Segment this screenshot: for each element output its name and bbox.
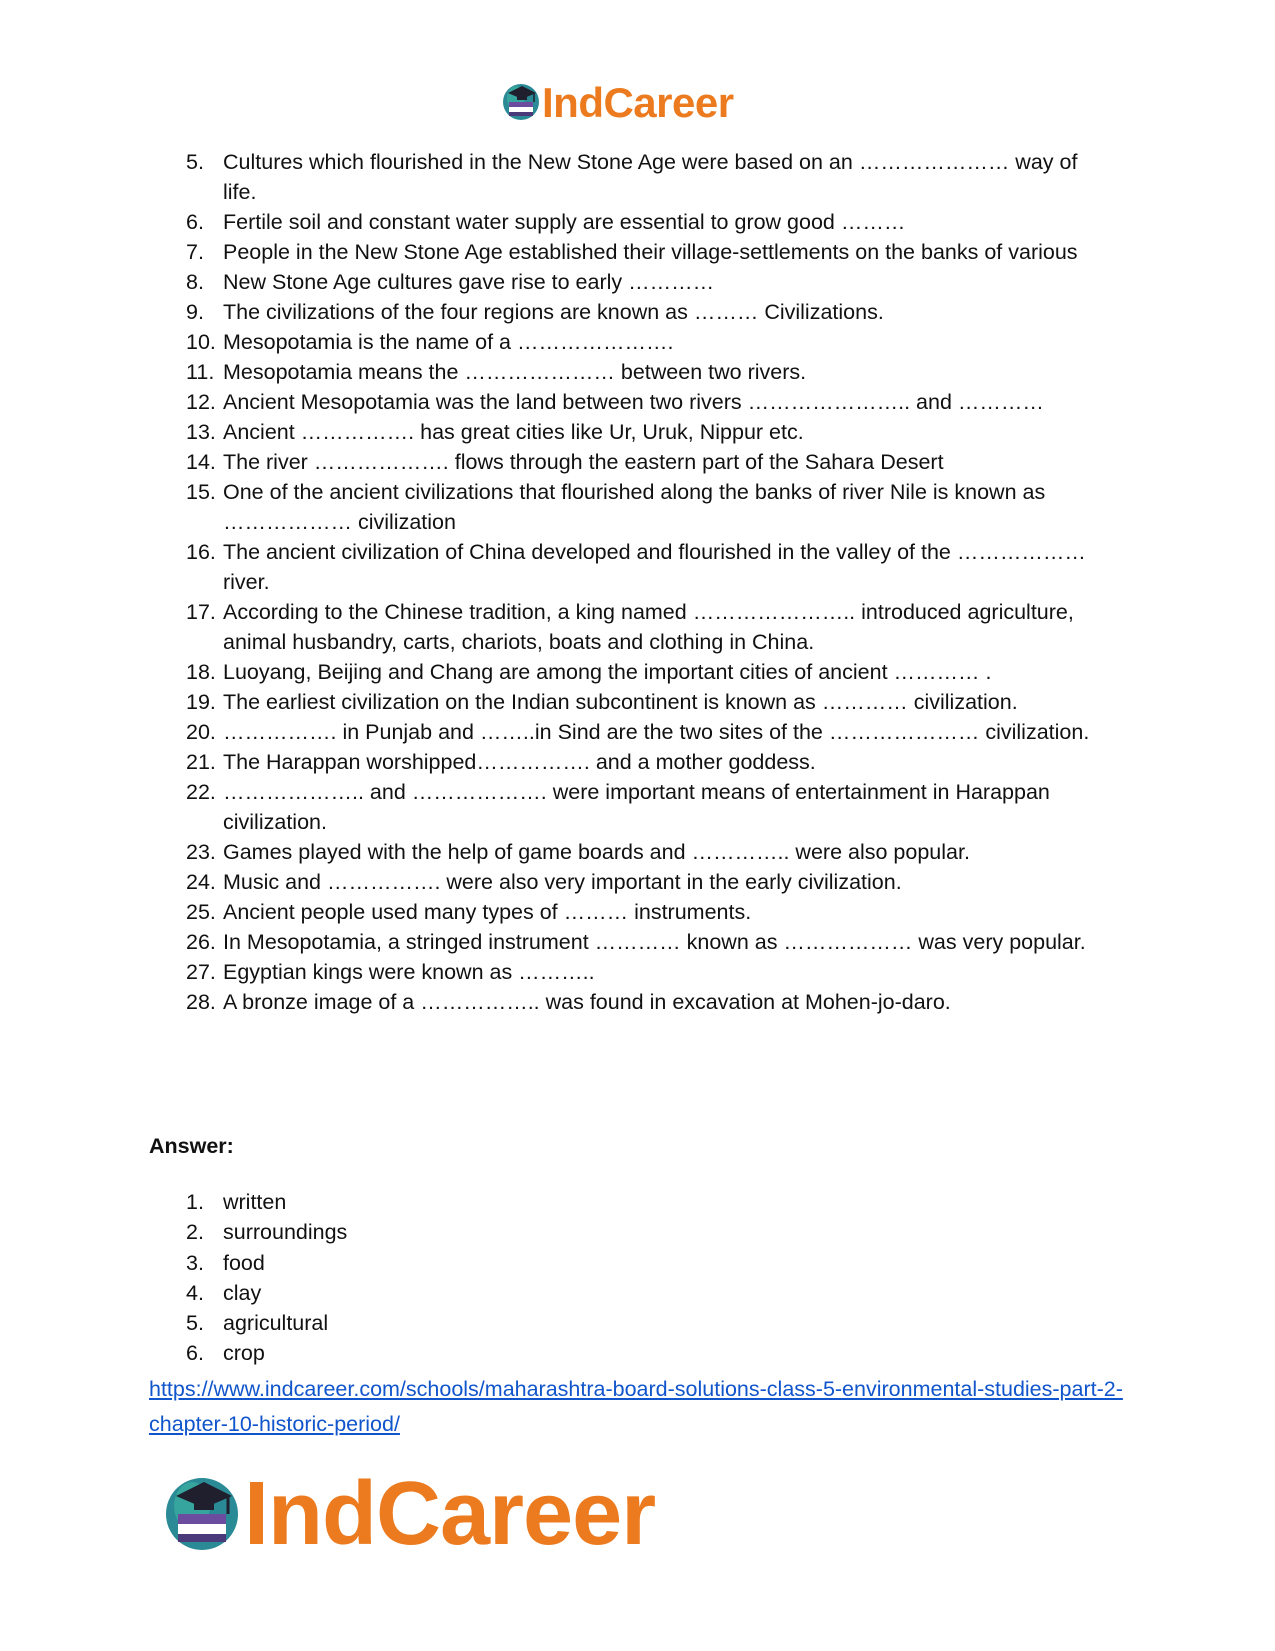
question-item — [186, 297, 1116, 327]
answer-item — [186, 1278, 347, 1308]
answer-item-text: surroundings — [223, 1220, 348, 1245]
question-item-text: Fertile soil and constant water supply are essential to grow good ……… — [223, 210, 906, 234]
question-item-text: A bronze image of a …………….. was found in excavation at Mohen-jo-daro. — [223, 990, 951, 1014]
question-item-text: The civilizations of the four regions are known as ……… Civilizations. — [223, 300, 884, 324]
source-link[interactable]: https://www.indcareer.com/schools/maharashtra-board-solutions-class-5-environmental-studies-part-2-chapter-10-historic-period/ — [149, 1377, 1123, 1436]
graduation-cap-globe-icon — [160, 1470, 244, 1559]
header-logo — [500, 80, 734, 126]
question-item — [186, 327, 1116, 357]
question-item-text: People in the New Stone Age established their village-settlements on the banks of various — [223, 240, 1078, 264]
question-item-number: 24. — [186, 870, 216, 894]
question-item-number: 8. — [186, 270, 204, 294]
answer-item — [186, 1248, 347, 1278]
question-item — [186, 417, 1116, 447]
answer-list — [186, 1187, 347, 1369]
answer-item-number: 4. — [186, 1280, 204, 1305]
answer-item — [186, 1187, 347, 1217]
question-item — [186, 237, 1116, 267]
answer-item-number: 2. — [186, 1220, 204, 1245]
answer-item-number: 3. — [186, 1250, 204, 1275]
question-item — [186, 747, 1116, 777]
question-item — [186, 657, 1116, 687]
question-item-number: 11. — [186, 360, 215, 384]
question-item-number: 16. — [186, 540, 216, 564]
question-item — [186, 957, 1116, 987]
question-item-number: 26. — [186, 930, 216, 954]
answer-item-text: clay — [223, 1280, 262, 1305]
question-item — [186, 597, 1116, 657]
question-item-text: Mesopotamia is the name of a …………………. — [223, 330, 674, 354]
question-item — [186, 147, 1116, 207]
question-item-number: 23. — [186, 840, 216, 864]
question-item-number: 7. — [186, 240, 204, 264]
question-item-text: Music and ……………. were also very important in the early civilization. — [223, 870, 902, 894]
question-item-text: New Stone Age cultures gave rise to early ………… — [223, 270, 715, 294]
question-item-number: 20. — [186, 720, 216, 744]
question-item-number: 6. — [186, 210, 204, 234]
answer-item-text: food — [223, 1250, 265, 1275]
question-item — [186, 867, 1116, 897]
question-item-number: 9. — [186, 300, 204, 324]
footer-logo — [160, 1466, 655, 1562]
answer-item-number: 1. — [186, 1190, 204, 1214]
question-item-text: Ancient people used many types of ……… instruments. — [223, 900, 752, 924]
answer-item-number: 5. — [186, 1311, 204, 1336]
question-item-text: According to the Chinese tradition, a king named ………………….. introduced agriculture, animal husbandry, carts, chariots, boats and clothing in China. — [223, 600, 1074, 654]
question-item — [186, 477, 1116, 537]
logo-wordmark: IndCareer — [244, 1464, 656, 1564]
question-item — [186, 687, 1116, 717]
question-item-text: The river ………………. flows through the eastern part of the Sahara Desert — [223, 450, 944, 474]
question-item-text: Games played with the help of game boards and ………….. were also popular. — [223, 840, 970, 864]
answer-item-text: agricultural — [223, 1311, 329, 1336]
question-item — [186, 207, 1116, 237]
question-item — [186, 987, 1116, 1017]
question-item-number: 10. — [186, 330, 216, 354]
question-item-text: In Mesopotamia, a stringed instrument ………… known as ……………… was very popular. — [223, 930, 1086, 954]
question-item-number: 25. — [186, 900, 216, 924]
question-item — [186, 387, 1116, 417]
answer-item — [186, 1338, 347, 1368]
question-item-number: 21. — [186, 750, 216, 774]
question-item — [186, 447, 1116, 477]
question-item-number: 22. — [186, 780, 216, 804]
answer-item — [186, 1217, 347, 1247]
answer-item-text: written — [223, 1190, 287, 1214]
question-item-text: Ancient ……………. has great cities like Ur, Uruk, Nippur etc. — [223, 420, 804, 444]
answer-item-number: 6. — [186, 1341, 204, 1366]
graduation-cap-globe-icon — [500, 80, 542, 127]
question-item — [186, 927, 1116, 957]
question-item — [186, 777, 1116, 837]
question-item-number: 15. — [186, 480, 216, 504]
question-item-text: Mesopotamia means the ………………… between two rivers. — [223, 360, 807, 384]
question-item — [186, 267, 1116, 297]
question-item-text: Cultures which flourished in the New Stone Age were based on an ………………… way of life. — [223, 150, 1078, 204]
question-item-text: ……………. in Punjab and ……..in Sind are the two sites of the ………………… civilization. — [223, 720, 1090, 744]
question-item-number: 13. — [186, 420, 216, 444]
question-item-number: 18. — [186, 660, 216, 684]
question-item-text: One of the ancient civilizations that flourished along the banks of river Nile is known as ……………… civilization — [223, 480, 1046, 534]
answer-heading: Answer: — [149, 1134, 234, 1158]
question-item-text: The ancient civilization of China developed and flourished in the valley of the ……………… river. — [223, 540, 1086, 594]
question-item-text: The Harappan worshipped……………. and a mother goddess. — [223, 750, 816, 774]
question-item-number: 14. — [186, 450, 216, 474]
question-item-number: 27. — [186, 960, 216, 984]
question-item — [186, 537, 1116, 597]
question-item — [186, 717, 1116, 747]
question-item-text: Luoyang, Beijing and Chang are among the important cities of ancient ………… . — [223, 660, 992, 684]
answer-item — [186, 1308, 347, 1338]
question-item-number: 19. — [186, 690, 216, 714]
logo-wordmark: IndCareer — [542, 79, 734, 126]
question-item-number: 17. — [186, 600, 216, 624]
question-item-number: 12. — [186, 390, 216, 414]
question-item-text: Egyptian kings were known as ……….. — [223, 960, 595, 984]
question-item — [186, 837, 1116, 867]
question-item-number: 28. — [186, 990, 216, 1014]
question-item — [186, 357, 1116, 387]
question-item-text: ……………….. and ………………. were important means of entertainment in Harappan civilization. — [223, 780, 1050, 834]
question-list — [186, 147, 1116, 1017]
question-item — [186, 897, 1116, 927]
answer-item-text: crop — [223, 1341, 265, 1366]
question-item-text: Ancient Mesopotamia was the land between two rivers ………………….. and ………… — [223, 390, 1044, 414]
question-item-number: 5. — [186, 150, 204, 174]
question-item-text: The earliest civilization on the Indian subcontinent is known as ………… civilization. — [223, 690, 1018, 714]
